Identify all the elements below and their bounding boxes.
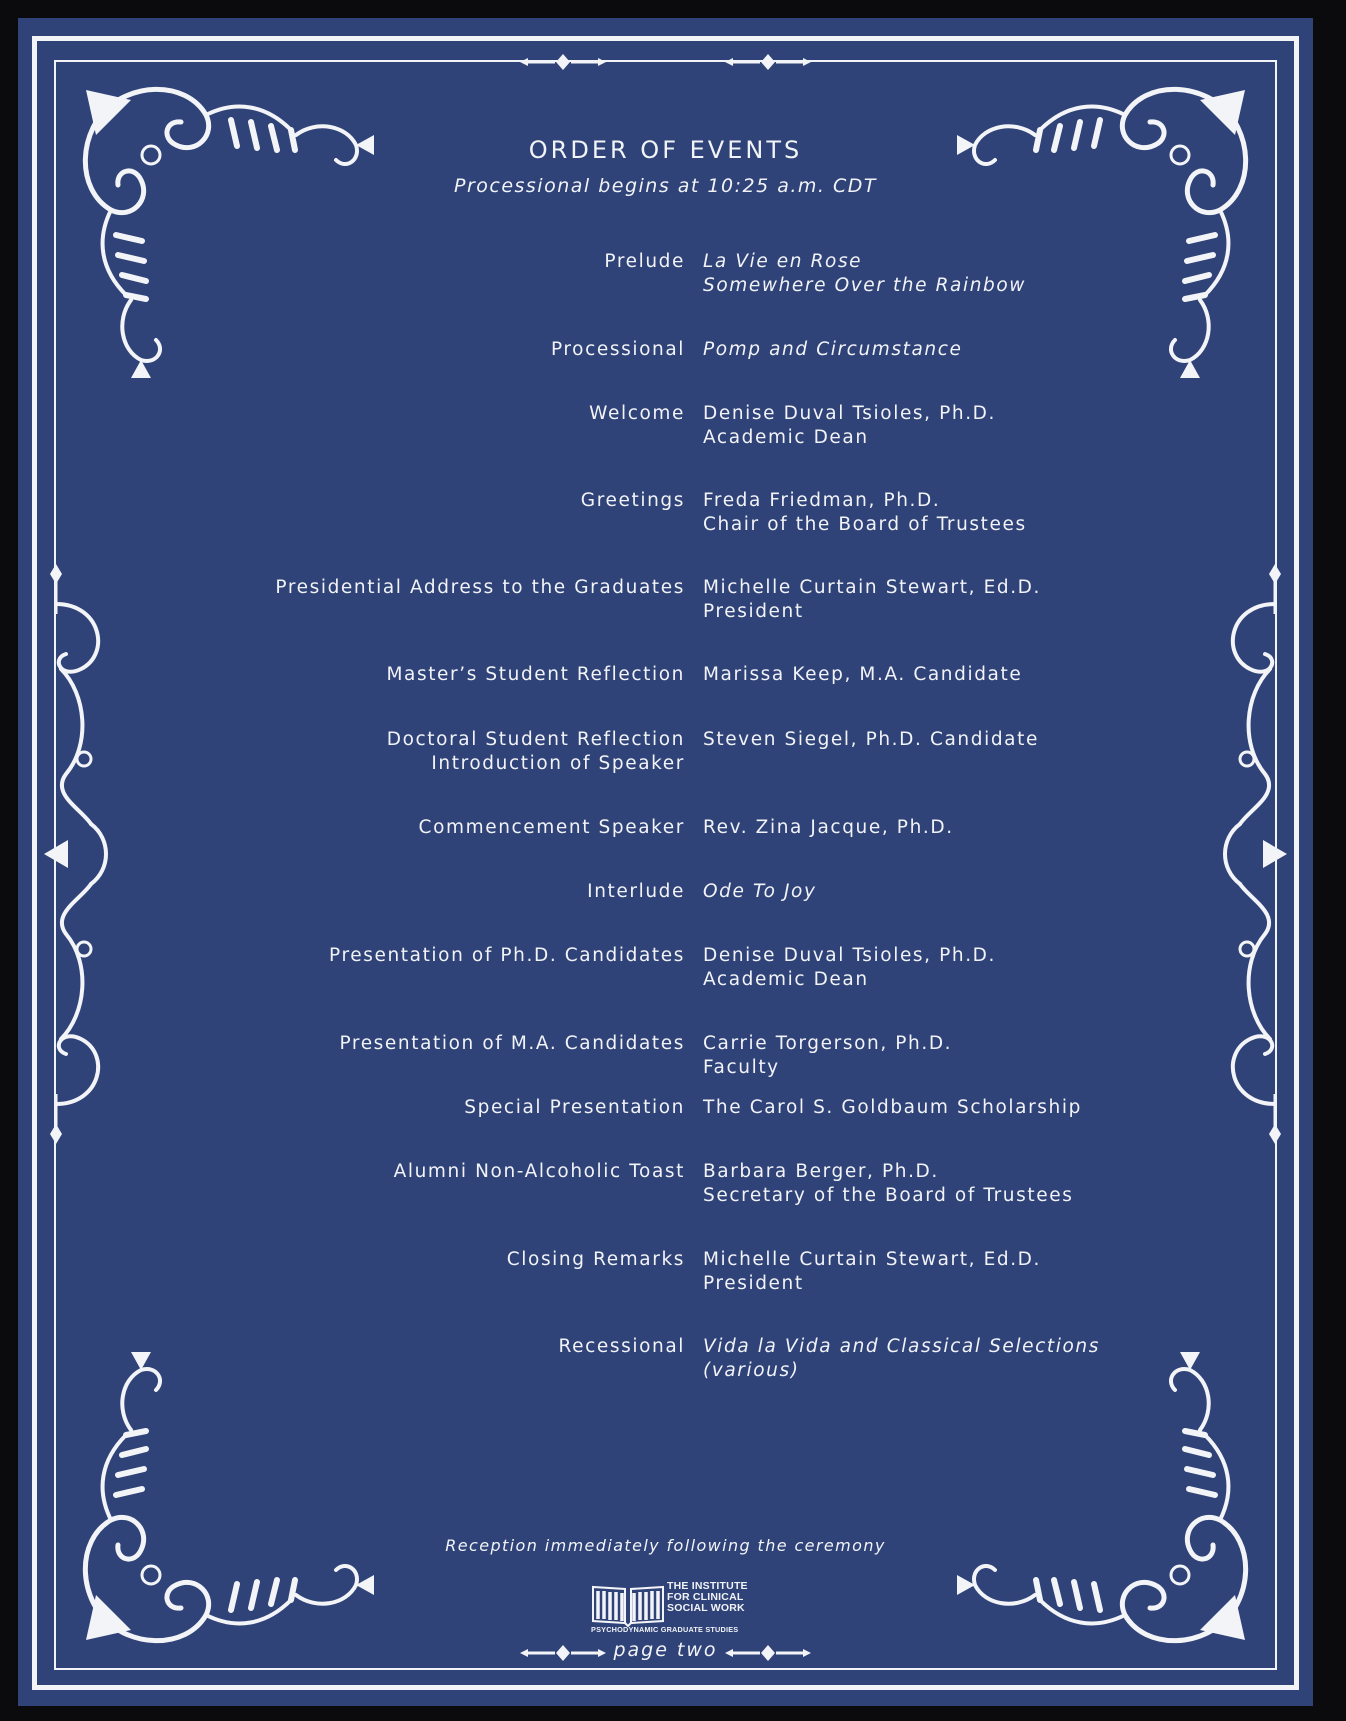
logo-line: THE INSTITUTE — [667, 1580, 748, 1592]
event-detail — [703, 576, 1223, 624]
event-detail-line: Denise Duval Tsioles, Ph.D. — [703, 945, 997, 966]
event-label — [125, 250, 685, 274]
event-detail — [703, 1248, 1223, 1296]
event-detail-line: Michelle Curtain Stewart, Ed.D. — [703, 1249, 1042, 1270]
event-label-line: Presidential Address to the Graduates — [275, 577, 685, 598]
event-detail — [703, 1160, 1223, 1208]
event-detail-line: Secretary of the Board of Trustees — [703, 1185, 1074, 1206]
event-detail-line: Academic Dean — [703, 969, 869, 990]
page-number: page two — [613, 1639, 718, 1661]
event-detail-line: Denise Duval Tsioles, Ph.D. — [703, 403, 997, 424]
event-detail-line: President — [703, 1273, 804, 1294]
event-label — [125, 1335, 685, 1359]
event-detail — [703, 880, 1223, 904]
event-detail — [703, 338, 1223, 362]
event-detail-line: Academic Dean — [703, 427, 869, 448]
event-detail — [703, 1335, 1223, 1383]
logo-wordmark — [667, 1581, 748, 1614]
event-detail-line: Marissa Keep, M.A. Candidate — [703, 664, 1023, 685]
program-page — [18, 18, 1313, 1706]
event-detail-line: President — [703, 601, 804, 622]
event-detail-line: Carrie Torgerson, Ph.D. — [703, 1033, 953, 1054]
event-detail-line: Pomp and Circumstance — [703, 339, 963, 360]
event-label-line: Introduction of Speaker — [431, 753, 685, 774]
event-label — [125, 489, 685, 513]
event-detail — [703, 402, 1223, 450]
event-label-line: Presentation of Ph.D. Candidates — [329, 945, 685, 966]
event-detail-line: Michelle Curtain Stewart, Ed.D. — [703, 577, 1042, 598]
event-detail-line: Rev. Zina Jacque, Ph.D. — [703, 817, 954, 838]
reception-note: Reception immediately following the ceremony — [445, 1536, 886, 1555]
event-label-line: Processional — [550, 339, 685, 360]
event-label-line: Prelude — [604, 251, 685, 272]
event-detail-line: The Carol S. Goldbaum Scholarship — [703, 1097, 1082, 1118]
event-detail — [703, 816, 1223, 840]
event-detail-line: Barbara Berger, Ph.D. — [703, 1161, 939, 1182]
event-label — [125, 576, 685, 600]
page-subtitle: Processional begins at 10:25 a.m. CDT — [453, 175, 877, 197]
event-label — [125, 816, 685, 840]
event-label — [125, 944, 685, 968]
event-label — [125, 1160, 685, 1184]
event-label-line: Special Presentation — [464, 1097, 685, 1118]
event-label — [125, 663, 685, 687]
event-detail — [703, 1032, 1223, 1080]
event-label — [125, 338, 685, 362]
event-detail-line: La Vie en Rose — [703, 251, 863, 272]
event-detail-line: (various) — [703, 1360, 800, 1381]
event-label — [125, 728, 685, 776]
event-label-line: Interlude — [587, 881, 685, 902]
logo-subtitle: PSYCHODYNAMIC GRADUATE STUDIES — [591, 1625, 739, 1634]
event-detail-line: Freda Friedman, Ph.D. — [703, 490, 941, 511]
event-detail — [703, 1096, 1223, 1120]
event-label-line: Presentation of M.A. Candidates — [339, 1033, 685, 1054]
event-label-line: Master’s Student Reflection — [386, 664, 685, 685]
event-label — [125, 1248, 685, 1272]
event-label-line: Doctoral Student Reflection — [386, 729, 685, 750]
event-label — [125, 1096, 685, 1120]
logo-line: FOR CLINICAL — [667, 1591, 744, 1603]
event-detail-line: Chair of the Board of Trustees — [703, 514, 1027, 535]
event-detail — [703, 944, 1223, 992]
event-label-line: Closing Remarks — [506, 1249, 685, 1270]
event-label — [125, 1032, 685, 1056]
event-label — [125, 880, 685, 904]
event-detail-line: Somewhere Over the Rainbow — [703, 275, 1027, 296]
book-columns-icon — [591, 1579, 665, 1627]
event-detail-line: Faculty — [703, 1057, 780, 1078]
institute-logo — [591, 1579, 761, 1635]
event-label-line: Recessional — [558, 1336, 685, 1357]
event-detail — [703, 663, 1223, 687]
page-title: ORDER OF EVENTS — [528, 136, 803, 164]
logo-line: SOCIAL WORK — [667, 1602, 745, 1614]
event-detail-line: Vida la Vida and Classical Selections — [703, 1336, 1100, 1357]
event-detail-line: Ode To Joy — [703, 881, 817, 902]
event-label-line: Greetings — [580, 490, 685, 511]
event-label-line: Alumni Non-Alcoholic Toast — [393, 1161, 685, 1182]
event-detail — [703, 728, 1223, 752]
event-label-line: Welcome — [589, 403, 685, 424]
event-label — [125, 402, 685, 426]
event-label-line: Commencement Speaker — [418, 817, 685, 838]
event-detail — [703, 250, 1223, 298]
event-detail-line: Steven Siegel, Ph.D. Candidate — [703, 729, 1039, 750]
event-detail — [703, 489, 1223, 537]
